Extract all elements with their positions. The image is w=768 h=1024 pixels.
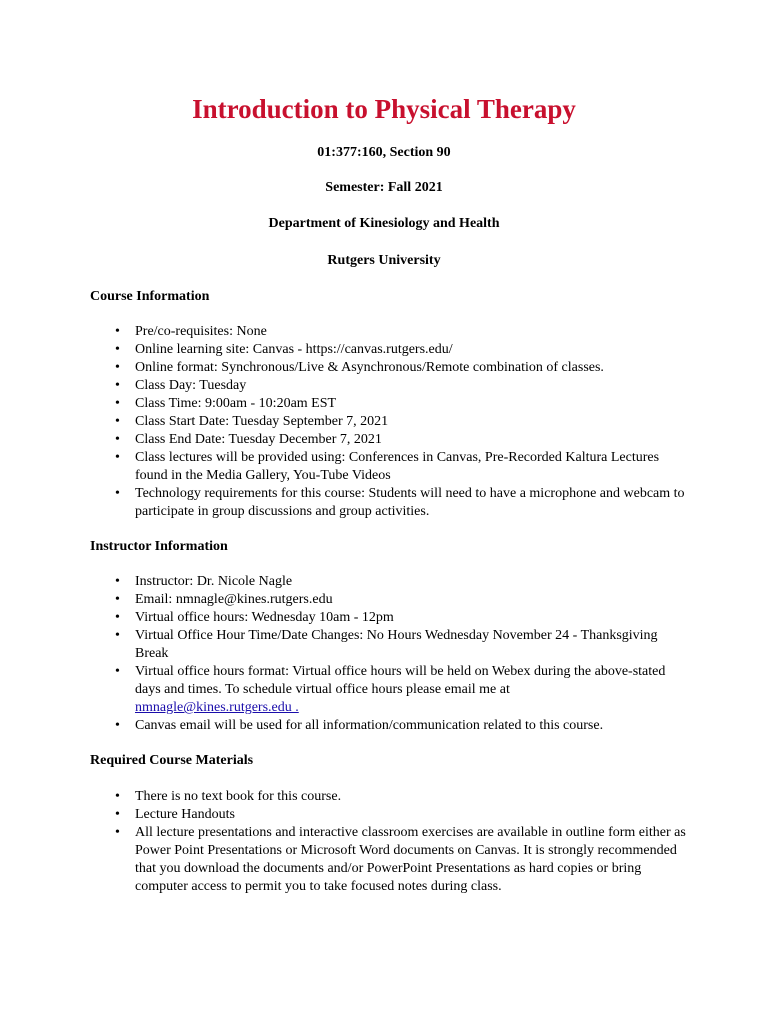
list-item: • Instructor: Dr. Nicole Nagle [90,573,690,591]
list-item: • Email: nmnagle@kines.rutgers.edu [90,591,690,609]
instructor-info-heading: Instructor Information [90,539,228,554]
office-format-text: Virtual office hours format: Virtual office hours will be held on Webex during the above-stated days and times. To schedule virtual office hours please email me at [135,664,666,697]
list-item [90,663,690,717]
list-item: • Virtual Office Hour Time/Date Changes: No Hours Wednesday November 24 - Thanksgiving Break [90,627,690,663]
list-item: • Class Time: 9:00am - 10:20am EST [90,395,690,413]
course-info-heading: Course Information [90,289,210,304]
list-item: • Class Day: Tuesday [90,377,690,395]
course-code: 01:377:160, Section 90 [317,145,451,160]
email-link[interactable]: nmnagle@kines.rutgers.edu . [135,700,299,715]
list-item: • Canvas email will be used for all information/communication related to this course. [90,717,690,735]
list-item: • Technology requirements for this course: Students will need to have a microphone and webcam to participate in group discussions and group activities. [90,485,690,521]
list-item: • Pre/co-requisites: None [90,323,690,341]
instructor-info-list [90,573,690,735]
materials-heading: Required Course Materials [90,753,254,768]
document-title: Introduction to Physical Therapy [192,94,576,124]
semester: Semester: Fall 2021 [325,180,443,195]
list-item: • Class End Date: Tuesday December 7, 2021 [90,431,690,449]
list-item: • Virtual office hours: Wednesday 10am - 12pm [90,609,690,627]
list-item: • Class Start Date: Tuesday September 7, 2021 [90,413,690,431]
list-item: • There is no text book for this course. [90,788,690,806]
materials-list [90,788,690,896]
department: Department of Kinesiology and Health [268,216,500,231]
list-item: • Lecture Handouts [90,806,690,824]
list-item: • Online learning site: Canvas - https://canvas.rutgers.edu/ [90,341,690,359]
list-item: • Online format: Synchronous/Live & Asynchronous/Remote combination of classes. [90,359,690,377]
course-info-list [90,323,690,521]
list-item: • Class lectures will be provided using: Conferences in Canvas, Pre-Recorded Kaltura Lectures found in the Media Gallery, You-Tube Videos [90,449,690,485]
list-item: • All lecture presentations and interactive classroom exercises are available in outline form either as Power Point Presentations or Microsoft Word documents on Canvas. It is strongly recommended that you download the documents and/or PowerPoint Presentations as hard copies or bring computer access to permit you to take focused notes during class. [90,824,690,896]
university: Rutgers University [327,253,441,268]
